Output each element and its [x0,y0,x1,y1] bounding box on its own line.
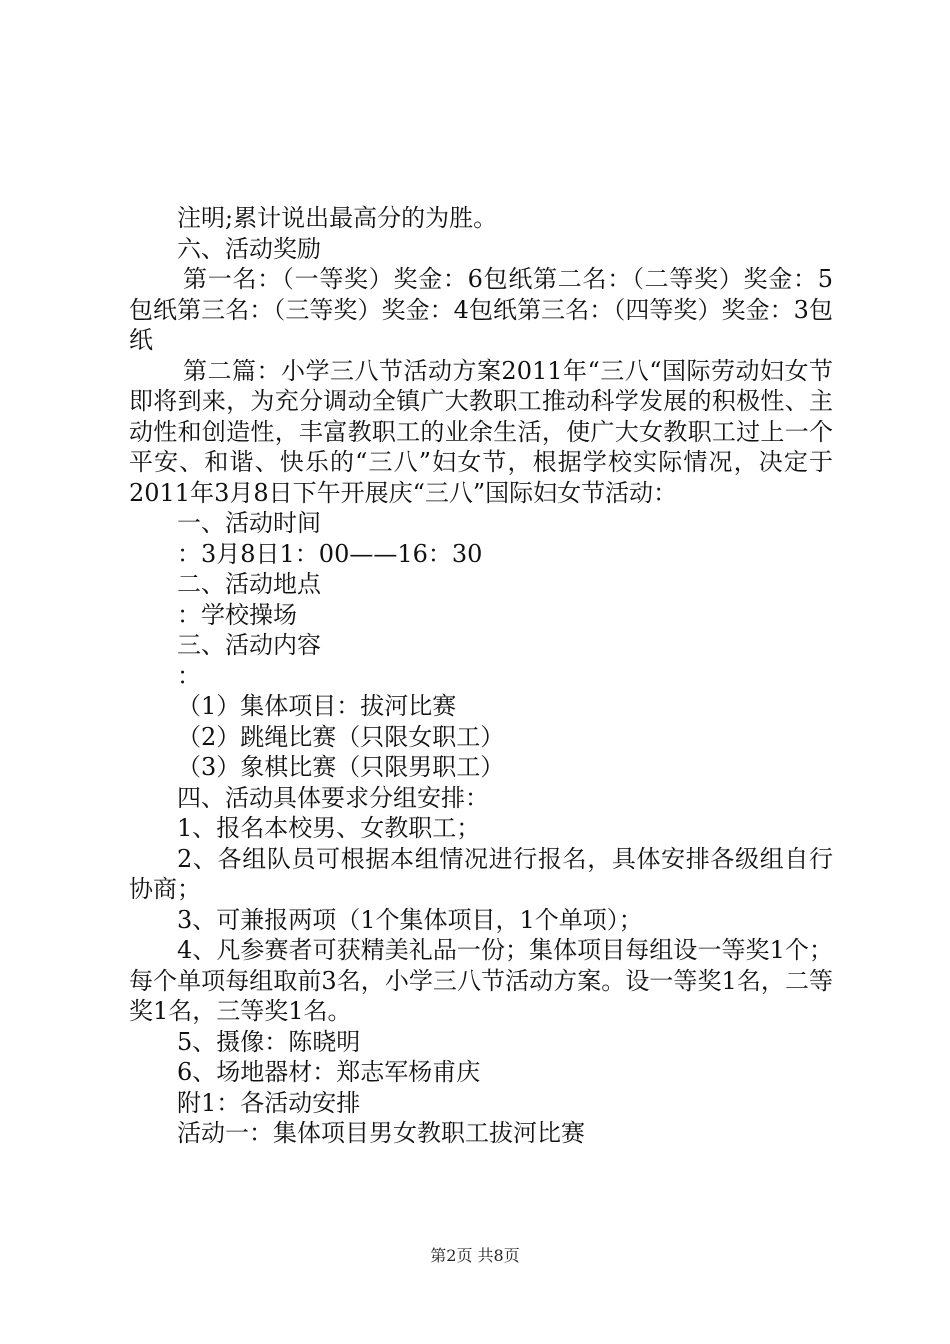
list-item: 2、各组队员可根据本组情况进行报名，具体安排各级组自行协商； [129,844,833,903]
paragraph: 第二篇：小学三八节活动方案2011年“三八“国际劳动妇女节即将到来，为充分调动全镇广大教职工推动科学发展的积极性、主动性和创造性，丰富教职工的业余生活，使广大女教职工过上一个平安、和谐、快乐的“三八”妇女节，根据学校实际情况，决定于2011年3月8日下午开展庆“三八”国际妇女节活动： [129,356,833,507]
paragraph: ： [177,661,201,690]
paragraph: 注明;累计说出最高分的为胜。 [177,204,498,232]
list-item: （2）跳绳比赛（只限女职工） [177,722,505,751]
list-item: （3）象棋比赛（只限男职工） [177,753,505,781]
list-item: 3、可兼报两项（1个集体项目，1个单项）； [177,905,643,934]
paragraph: ：3月8日1：00——16：30 [177,539,483,568]
section-heading: 一、活动时间 [177,509,321,537]
list-item: 1、报名本校男、女教职工； [177,814,481,842]
list-item: 6、场地器材：郑志军杨甫庆 [177,1058,481,1086]
section-heading: 二、活动地点 [177,570,321,598]
paragraph: 第一名：（一等奖）奖金：6包纸第二名：（二等奖）奖金：5包纸第三名：（三等奖）奖金：4包纸第三名：（四等奖）奖金：3包纸 [129,265,833,354]
paragraph: 活动一：集体项目男女教职工拔河比赛 [177,1119,585,1147]
list-item: （1）集体项目：拔河比赛 [177,692,457,720]
paragraph: 附1：各活动安排 [177,1088,361,1117]
list-item: 4、凡参赛者可获精美礼品一份；集体项目每组设一等奖1个；每个单项每组取前3名，小学三八节活动方案。设一等奖1名，二等奖1名，三等奖1名。 [129,936,833,1025]
page-footer: 第2页 共8页 [430,1246,520,1265]
paragraph: ：学校操场 [177,600,297,629]
section-heading: 三、活动内容 [177,631,321,659]
document-body [129,203,833,1149]
section-heading: 四、活动具体要求分组安排： [177,783,489,812]
section-heading: 六、活动奖励 [177,234,321,263]
list-item: 5、摄像：陈晓明 [177,1027,361,1056]
